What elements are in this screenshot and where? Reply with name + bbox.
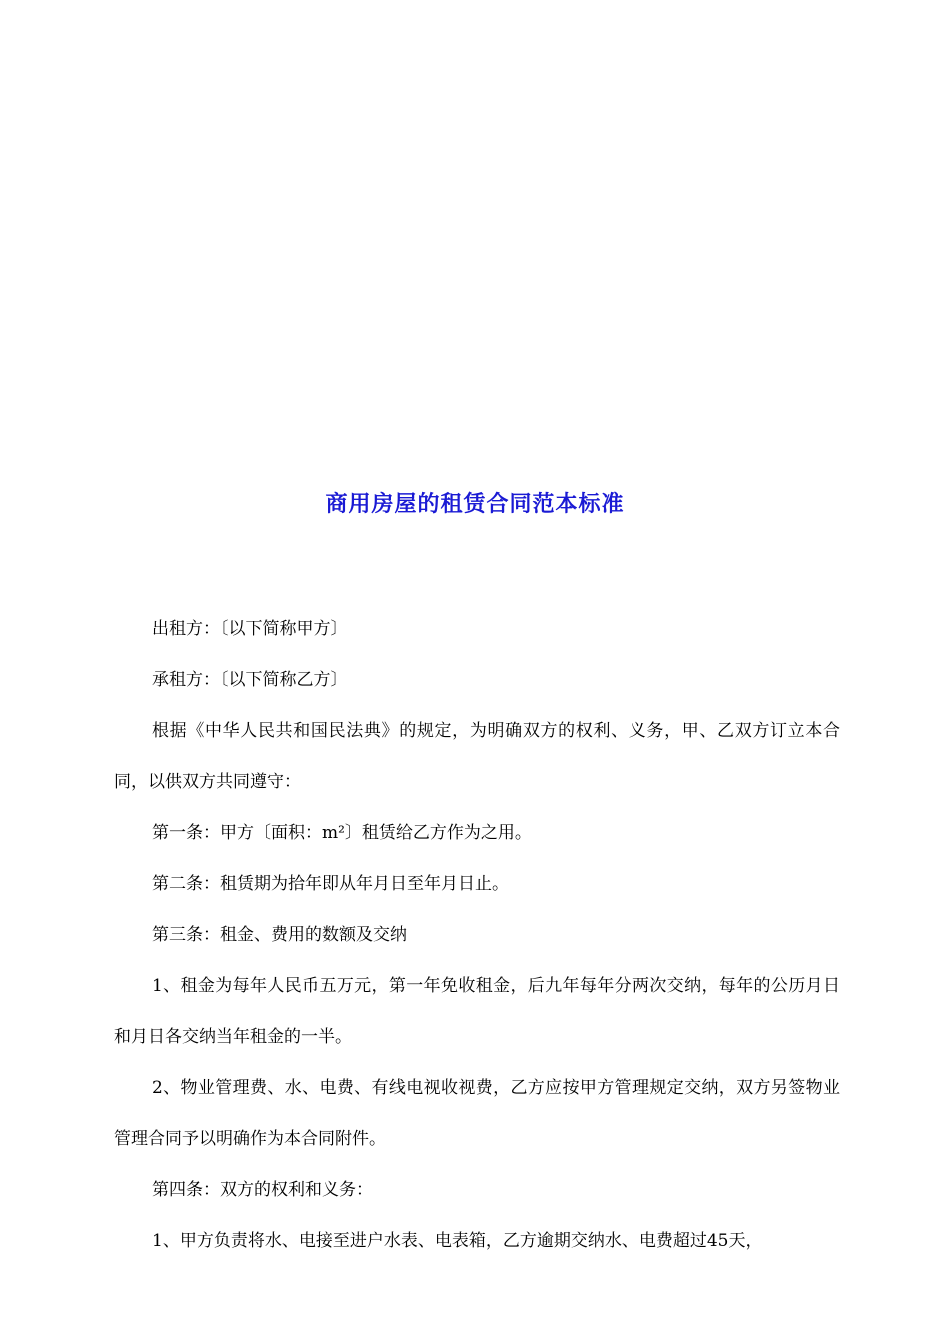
- document-body: [114, 604, 840, 1267]
- paragraph-article-4-item-1: 1、甲方负责将水、电接至进户水表、电表箱，乙方逾期交纳水、电费超过45天，: [152, 1231, 763, 1251]
- paragraph-article-1: 第一条：甲方〔面积：m²〕租赁给乙方作为之用。: [152, 823, 532, 843]
- paragraph-lessee: 承租方：〔以下简称乙方〕: [152, 670, 348, 690]
- paragraph-lessor: 出租方：〔以下简称甲方〕: [152, 619, 348, 639]
- paragraph-article-3-item-2: 2、物业管理费、水、电费、有线电视收视费，乙方应按甲方管理规定交纳，双方另签物业管理合同予以明确作为本合同附件。: [114, 1078, 840, 1149]
- document-title: 商用房屋的租赁合同范本标准: [325, 491, 625, 517]
- paragraph-article-4: 第四条：双方的权利和义务：: [152, 1180, 373, 1200]
- paragraph-article-2: 第二条：租赁期为拾年即从年月日至年月日止。: [152, 874, 509, 894]
- paragraph-preamble: 根据《中华人民共和国民法典》的规定，为明确双方的权利、义务，甲、乙双方订立本合同，以供双方共同遵守：: [114, 721, 840, 792]
- paragraph-article-3-item-1: 1、租金为每年人民币五万元，第一年免收租金，后九年每年分两次交纳，每年的公历月日和月日各交纳当年租金的一半。: [114, 976, 840, 1047]
- paragraph-article-3: 第三条：租金、费用的数额及交纳: [152, 925, 407, 945]
